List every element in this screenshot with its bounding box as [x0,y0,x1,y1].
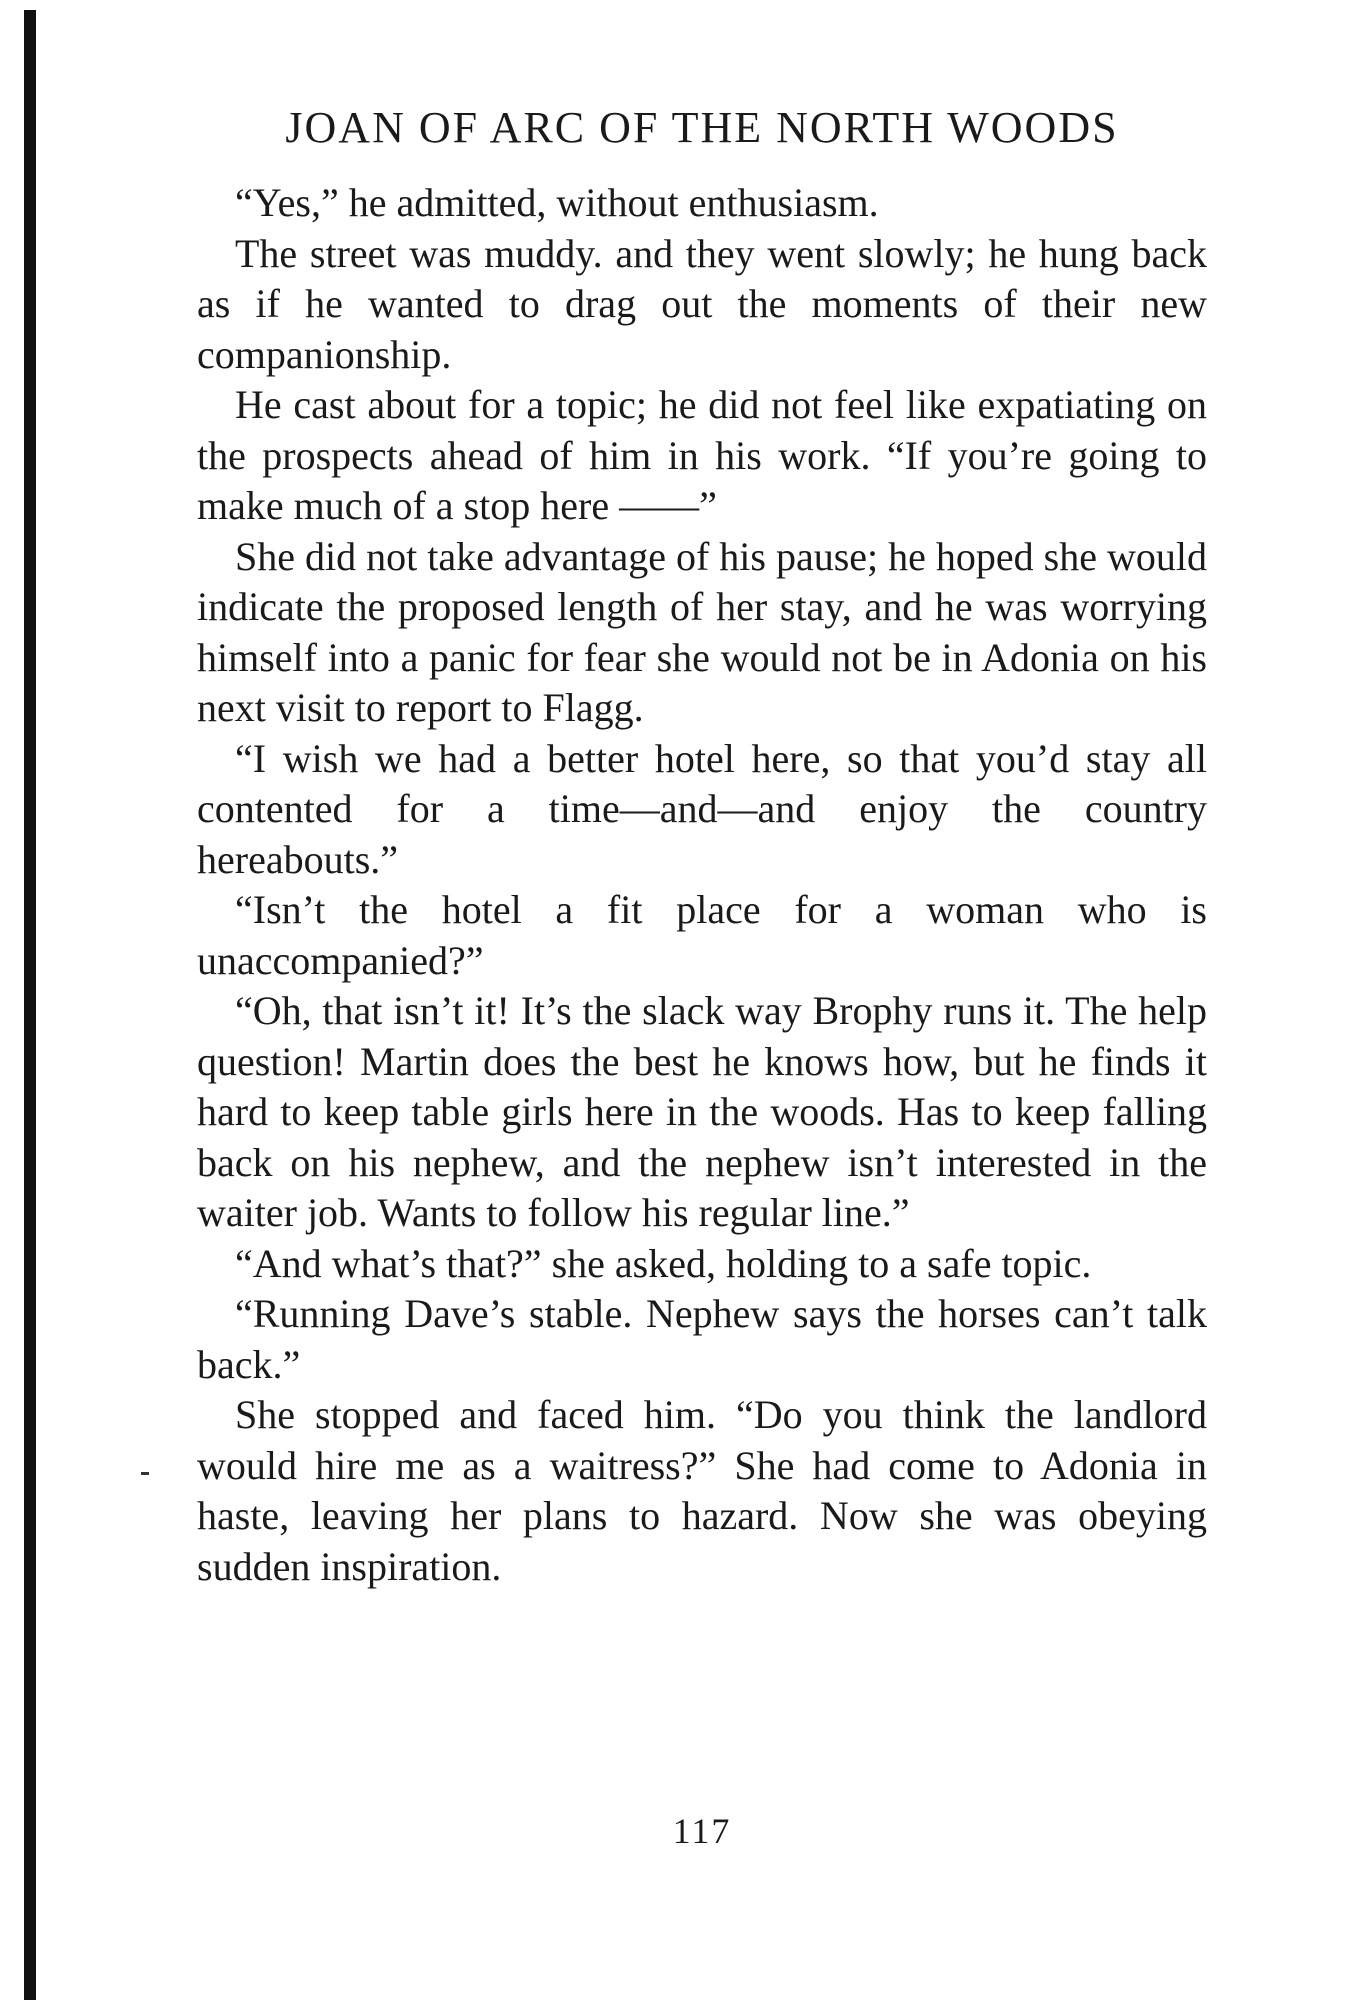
paragraph: “I wish we had a better hotel here, so that you’d stay all contented for a time—and—and enjoy the country hereabouts.” [197,735,1207,882]
page-binding-edge [24,10,36,2000]
paragraph: The street was muddy. and they went slowly; he hung back as if he wanted to drag out the moments of their new companionship. [197,230,1207,377]
running-head: JOAN OF ARC OF THE NORTH WOODS [285,103,1119,152]
body-text [197,178,1207,1592]
paragraph: “Yes,” he admitted, without enthusiasm. [235,180,879,225]
paragraph: “Running Dave’s stable. Nephew says the horses can’t talk back.” [197,1291,1207,1387]
paragraph: She stopped and faced him. “Do you think the landlord would hire me as a waitress?” She had come to Adonia in haste, leaving her plans to hazard. Now she was obeying sudden inspiration. [197,1392,1207,1589]
paragraph: “Oh, that isn’t it! It’s the slack way Brophy runs it. The help question! Martin does the best he knows how, but he finds it hard to keep table girls here in the woods. Has to keep falling back on his nephew, and the nephew isn’t interested in the waiter job. Wants to follow his regular line.” [197,988,1207,1235]
stray-ink-mark [141,1472,149,1475]
book-page [197,100,1207,1851]
page-number: 117 [672,1811,732,1851]
paragraph: “Isn’t the hotel a fit place for a woman who is unaccompanied?” [197,887,1207,983]
paragraph: He cast about for a topic; he did not feel like expatiating on the prospects ahead of him in his work. “If you’re going to make much of a stop here ——” [197,382,1207,528]
paragraph: She did not take advantage of his pause; he hoped she would indicate the proposed length of her stay, and he was worrying himself into a panic for fear she would not be in Adonia on his next visit to report to Flagg. [197,533,1207,730]
paragraph: “And what’s that?” she asked, holding to a safe topic. [235,1240,1092,1286]
